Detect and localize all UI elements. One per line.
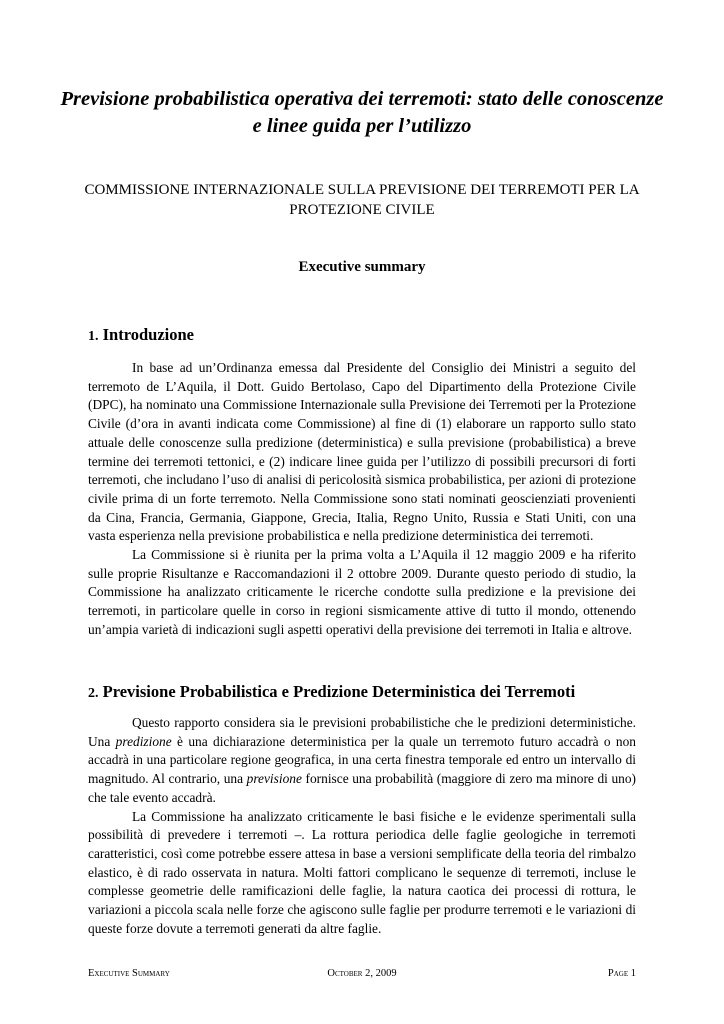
section-1-number: 1. bbox=[88, 329, 99, 344]
term-previsione: previsione bbox=[246, 771, 302, 787]
section-1-title: Introduzione bbox=[102, 325, 195, 344]
term-predizione: predizione bbox=[115, 733, 172, 749]
footer-left: Executive Summary bbox=[88, 968, 170, 979]
commission-name: COMMISSIONE INTERNAZIONALE SULLA PREVISIONE DEI TERREMOTI PER LA PROTEZIONE CIVILE bbox=[84, 182, 640, 218]
section-2-paragraph-1-part-c: fornisce una probabilità (maggiore di zero ma minore di uno) che tale evento accadrà. bbox=[88, 771, 636, 805]
section-1-paragraph-2: La Commissione si è riunita per la prima volta a L’Aquila il 12 maggio 2009 e ha riferito sulle proprie Risultanze e Raccomandazioni il 2 ottobre 2009. Durante questo periodo di studio, la Commissione ha analizzato criticamente le ricerche condotte sulla predizione e la previsione dei terremoti, in particolare quelle in corso in regioni sismicamente attive di tutto il mondo, ottenendo un’ampia varietà di indicazioni sugli aspetti operativi della previsione dei terremoti in Italia e altrove. bbox=[88, 547, 636, 637]
section-2-paragraph-2: La Commissione ha analizzato criticamente le basi fisiche e le evidenze sperimentali sulla possibilità di prevedere i terremoti –. La rottura periodica delle faglie geologiche in terremoti caratteristici, così come potrebbe essere attesa in base a versioni semplificate della teoria del rimbalzo elastico, è di rado osservata in natura. Molti fattori complicano le sequenze di terremoti, incluse le complesse geometrie delle ramificazioni delle faglie, la natura caotica dei processi di rottura, le variazioni a piccola scala nelle forze che agiscono sulle faglie per produrre terremoti e le variazioni di queste forze dovute a terremoti generati da altre faglie. bbox=[88, 808, 636, 936]
section-1-heading bbox=[88, 325, 194, 345]
section-2-body bbox=[88, 714, 636, 938]
executive-summary-heading: Executive summary bbox=[298, 259, 426, 275]
section-2-number: 2. bbox=[88, 686, 99, 701]
footer-page-number: Page 1 bbox=[607, 968, 636, 979]
section-2-paragraph-1-part-b: è una dichiarazione deterministica per la quale un terremoto futuro accadrà o non accadrà in una particolare regione geografica, in una certa finestra temporale ed entro un intervallo di magnitudo. Al contrario, una bbox=[88, 733, 636, 787]
document-title: Previsione probabilistica operativa dei terremoti: stato delle conoscenze e linee guida per l’utilizzo bbox=[60, 88, 664, 137]
page-footer bbox=[88, 968, 636, 982]
section-1-paragraph-1: In base ad un’Ordinanza emessa dal Presidente del Consiglio dei Ministri a seguito del terremoto de L’Aquila, il Dott. Guido Bertolaso, Capo del Dipartimento della Protezione Civile (DPC), ha nominato una Commissione Internazionale sulla Previsione dei Terremoti per la Protezione Civile (d’ora in avanti indicata come Commissione) al fine di (1) elaborare un rapporto sullo stato attuale delle conoscenze sulla predizione (deterministica) e sulla previsione (probabilistica) a breve termine dei terremoti tettonici, e (2) indicare linee guida per l’utilizzo di possibili precursori di forti terremoti, che includano l’uso di analisi di pericolosità sismica probabilistica, per azioni di protezione civile prima di un forte terremoto. Nella Commissione sono stati nominati geoscienziati provenienti da Cina, Francia, Germania, Giappone, Grecia, Italia, Regno Unito, Russia e Stati Uniti, con una vasta esperienza nella previsione probabilistica e nella predizione deterministica dei terremoti. bbox=[88, 360, 636, 544]
footer-date: October 2, 2009 bbox=[327, 968, 397, 979]
section-1-body bbox=[88, 359, 636, 640]
section-2-paragraph-1-part-a: Questo rapporto considera sia le previsioni probabilistiche che le predizioni deterministiche. Una bbox=[88, 715, 636, 749]
section-2-heading bbox=[88, 682, 575, 702]
section-2-paragraph-1 bbox=[88, 714, 636, 808]
section-2-title: Previsione Probabilistica e Predizione Deterministica dei Terremoti bbox=[102, 682, 576, 701]
